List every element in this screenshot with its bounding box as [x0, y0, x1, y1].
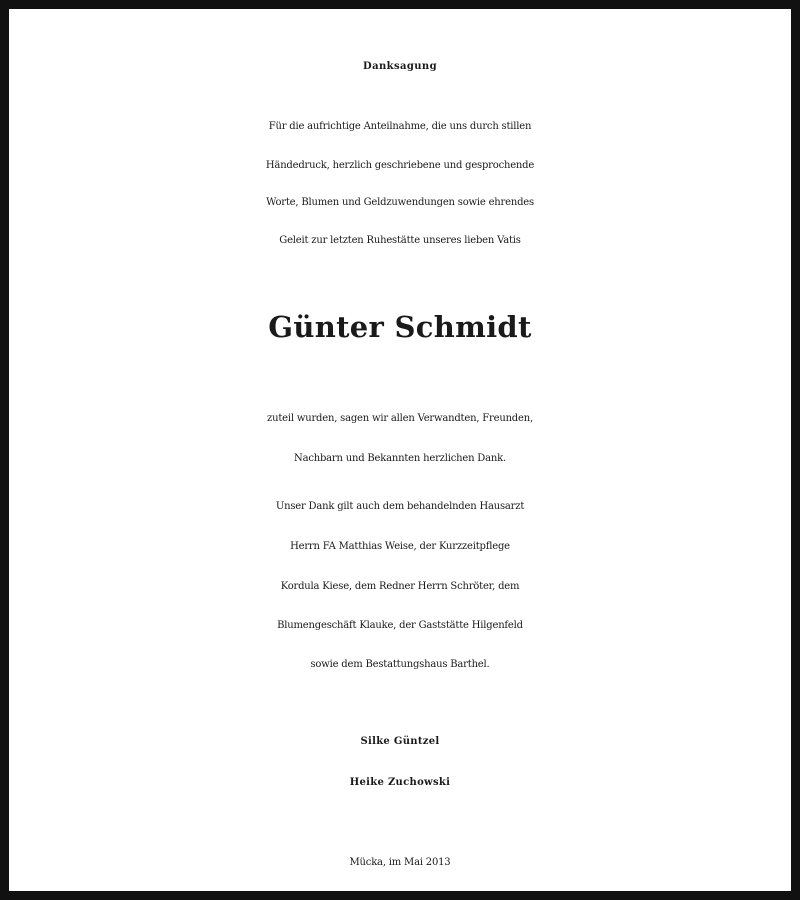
- special-thanks-line: sowie dem Bestattungshaus Barthel.: [310, 659, 490, 670]
- intro-line: Für die aufrichtige Anteilnahme, die uns durch stillen: [268, 121, 532, 132]
- thanks-line: zuteil wurden, sagen wir allen Verwandten, Freunden,: [267, 413, 533, 424]
- special-thanks-line: Unser Dank gilt auch dem behandelnden Hausarzt: [275, 501, 525, 512]
- intro-line: Händedruck, herzlich geschriebene und gesprochende: [265, 160, 535, 171]
- intro-line: Geleit zur letzten Ruhestätte unseres lieben Vatis: [279, 235, 521, 246]
- signatory-name: Heike Zuchowski: [349, 777, 451, 788]
- place-date: Mücka, im Mai 2013: [349, 857, 451, 868]
- deceased-name: Günter Schmidt: [268, 310, 532, 344]
- intro-line: Worte, Blumen und Geldzuwendungen sowie ehrendes: [266, 197, 534, 208]
- special-thanks-line: Kordula Kiese, dem Redner Herrn Schröter, dem: [280, 581, 520, 592]
- thanks-line: Nachbarn und Bekannten herzlichen Dank.: [294, 453, 506, 464]
- special-thanks-line: Blumengeschäft Klauke, der Gaststätte Hilgenfeld: [277, 620, 523, 631]
- notice-title: Danksagung: [363, 61, 437, 72]
- special-thanks-line: Herrn FA Matthias Weise, der Kurzzeitpflege: [290, 541, 510, 552]
- signatory-name: Silke Güntzel: [360, 736, 440, 747]
